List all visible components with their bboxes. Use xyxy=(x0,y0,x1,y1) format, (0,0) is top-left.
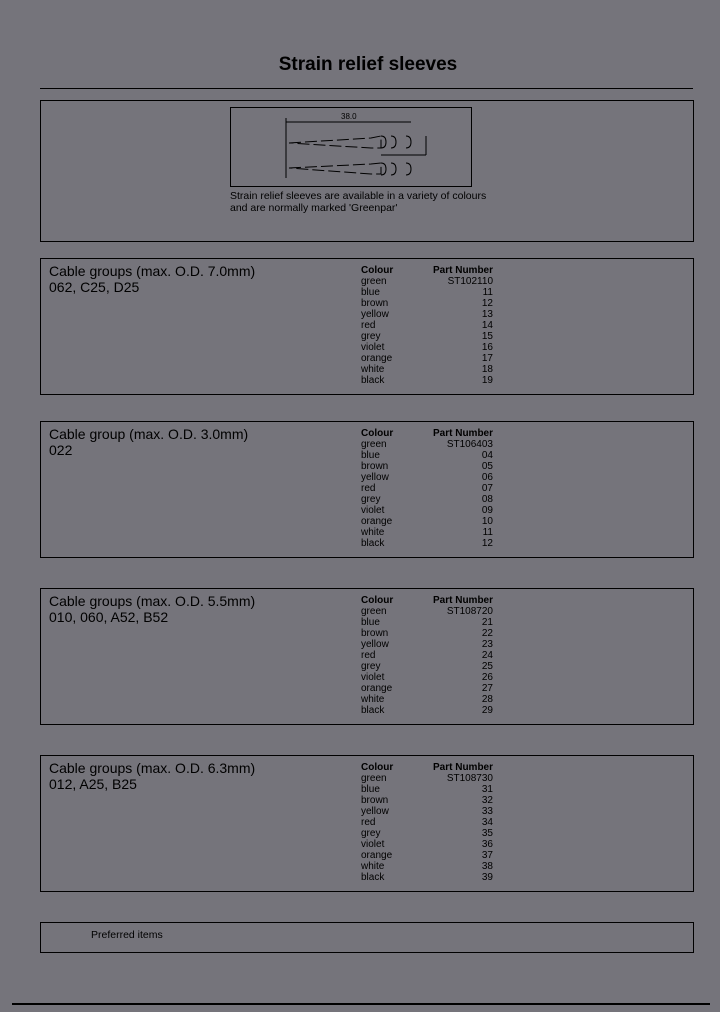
colour-cell: yellow xyxy=(361,472,389,483)
table-row xyxy=(361,606,493,617)
table-row xyxy=(361,483,493,494)
table-row xyxy=(361,298,493,309)
part-number-cell: 38 xyxy=(481,861,493,872)
table-row xyxy=(361,494,493,505)
sleeve-drawing xyxy=(230,107,472,187)
dimension-label: 38.0 xyxy=(341,112,357,121)
table-row xyxy=(361,505,493,516)
intro-caption xyxy=(230,190,530,214)
bottom-rule xyxy=(12,1003,710,1005)
table-row xyxy=(361,516,493,527)
table-row xyxy=(361,450,493,461)
colour-cell: blue xyxy=(361,450,380,461)
part-number-cell: 27 xyxy=(481,683,493,694)
part-number-cell: 29 xyxy=(481,705,493,716)
colour-cell: black xyxy=(361,375,385,386)
colour-cell: yellow xyxy=(361,806,389,817)
cable-group-codes: 012, A25, B25 xyxy=(49,776,137,792)
colour-cell: violet xyxy=(361,672,385,683)
cable-group-box xyxy=(40,258,694,395)
table-row xyxy=(361,364,493,375)
part-number-cell: 04 xyxy=(481,450,493,461)
part-number-cell: ST106403 xyxy=(446,439,493,450)
part-number-cell: 15 xyxy=(481,331,493,342)
part-number-header: Part Number xyxy=(432,595,493,606)
table-header xyxy=(361,595,493,606)
table-row xyxy=(361,342,493,353)
part-number-header: Part Number xyxy=(432,428,493,439)
part-number-cell: ST108720 xyxy=(446,606,493,617)
colour-cell: brown xyxy=(361,298,389,309)
table-row xyxy=(361,375,493,386)
part-number-table xyxy=(361,428,493,549)
strain-relief-sleeve-diagram xyxy=(231,108,471,186)
cable-group-title: Cable groups (max. O.D. 7.0mm) xyxy=(49,263,256,279)
colour-cell: red xyxy=(361,817,376,828)
part-number-cell: 11 xyxy=(482,287,493,298)
preferred-items-note: Preferred items xyxy=(91,929,163,941)
colour-cell: green xyxy=(361,773,387,784)
part-number-header: Part Number xyxy=(432,265,493,276)
colour-cell: black xyxy=(361,538,385,549)
colour-cell: orange xyxy=(361,353,393,364)
table-row xyxy=(361,276,493,287)
part-number-cell: 12 xyxy=(481,298,493,309)
cable-group-title: Cable groups (max. O.D. 5.5mm) xyxy=(49,593,256,609)
table-row xyxy=(361,784,493,795)
part-number-cell: 22 xyxy=(481,628,493,639)
colour-cell: white xyxy=(361,694,385,705)
colour-cell: brown xyxy=(361,461,389,472)
part-number-cell: 13 xyxy=(481,309,493,320)
colour-header: Colour xyxy=(361,595,394,606)
cable-group-heading xyxy=(49,426,248,458)
part-number-cell: 21 xyxy=(481,617,493,628)
colour-cell: black xyxy=(361,705,385,716)
table-row xyxy=(361,850,493,861)
part-number-cell: 05 xyxy=(481,461,493,472)
table-row xyxy=(361,538,493,549)
part-number-header: Part Number xyxy=(432,762,493,773)
part-number-cell: 32 xyxy=(481,795,493,806)
colour-cell: violet xyxy=(361,342,385,353)
colour-header: Colour xyxy=(361,265,394,276)
part-number-cell: 36 xyxy=(481,839,493,850)
part-number-cell: 35 xyxy=(481,828,493,839)
part-number-cell: 10 xyxy=(481,516,493,527)
table-row xyxy=(361,705,493,716)
colour-cell: violet xyxy=(361,839,385,850)
colour-cell: orange xyxy=(361,516,393,527)
colour-cell: white xyxy=(361,364,385,375)
colour-cell: violet xyxy=(361,505,385,516)
page-title: Strain relief sleeves xyxy=(278,54,458,75)
cable-group-box xyxy=(40,755,694,892)
part-number-cell: 28 xyxy=(481,694,493,705)
colour-cell: grey xyxy=(361,828,381,839)
table-row xyxy=(361,795,493,806)
part-number-cell: 06 xyxy=(481,472,493,483)
colour-cell: blue xyxy=(361,784,380,795)
part-number-cell: 14 xyxy=(481,320,493,331)
colour-cell: orange xyxy=(361,850,393,861)
part-number-cell: 11 xyxy=(482,527,493,538)
table-row xyxy=(361,817,493,828)
table-row xyxy=(361,472,493,483)
title-rule xyxy=(40,88,693,89)
table-row xyxy=(361,650,493,661)
colour-cell: red xyxy=(361,650,376,661)
colour-cell: blue xyxy=(361,287,380,298)
cable-group-heading xyxy=(49,760,255,792)
part-number-cell: 31 xyxy=(481,784,493,795)
colour-cell: blue xyxy=(361,617,380,628)
cable-group-box xyxy=(40,588,694,725)
table-row xyxy=(361,287,493,298)
part-number-cell: 09 xyxy=(481,505,493,516)
colour-cell: green xyxy=(361,276,387,287)
colour-cell: red xyxy=(361,483,376,494)
table-row xyxy=(361,320,493,331)
table-row xyxy=(361,661,493,672)
table-row xyxy=(361,617,493,628)
part-number-cell: 25 xyxy=(481,661,493,672)
part-number-cell: 37 xyxy=(481,850,493,861)
table-row xyxy=(361,773,493,784)
colour-cell: black xyxy=(361,872,385,883)
cable-group-box xyxy=(40,421,694,558)
caption-line: Strain relief sleeves are available in a variety of colours xyxy=(230,190,487,202)
cable-group-codes: 010, 060, A52, B52 xyxy=(49,609,169,625)
table-row xyxy=(361,839,493,850)
table-row xyxy=(361,439,493,450)
part-number-cell: ST102110 xyxy=(447,276,493,287)
part-number-table xyxy=(361,595,493,716)
colour-cell: red xyxy=(361,320,376,331)
part-number-table xyxy=(361,762,493,883)
table-row xyxy=(361,309,493,320)
cable-group-heading xyxy=(49,593,255,625)
table-header xyxy=(361,428,493,439)
table-row xyxy=(361,461,493,472)
table-row xyxy=(361,353,493,364)
part-number-cell: 26 xyxy=(481,672,493,683)
table-row xyxy=(361,828,493,839)
part-number-cell: 16 xyxy=(481,342,493,353)
cable-group-title: Cable group (max. O.D. 3.0mm) xyxy=(49,426,249,442)
cable-group-title: Cable groups (max. O.D. 6.3mm) xyxy=(49,760,256,776)
part-number-cell: 34 xyxy=(481,817,493,828)
table-row xyxy=(361,872,493,883)
table-row xyxy=(361,639,493,650)
legend-box xyxy=(40,922,694,953)
colour-cell: white xyxy=(361,861,385,872)
colour-cell: yellow xyxy=(361,639,389,650)
cable-group-codes: 022 xyxy=(49,442,73,458)
part-number-table xyxy=(361,265,493,386)
table-row xyxy=(361,672,493,683)
colour-cell: orange xyxy=(361,683,393,694)
colour-cell: grey xyxy=(361,661,381,672)
table-header xyxy=(361,265,493,276)
part-number-cell: 33 xyxy=(481,806,493,817)
table-row xyxy=(361,331,493,342)
caption-line: and are normally marked 'Greenpar' xyxy=(230,202,398,214)
part-number-cell: 23 xyxy=(481,639,493,650)
colour-cell: green xyxy=(361,606,387,617)
colour-cell: white xyxy=(361,527,385,538)
part-number-cell: 17 xyxy=(481,353,493,364)
colour-cell: brown xyxy=(361,628,389,639)
colour-header: Colour xyxy=(361,762,394,773)
table-row xyxy=(361,527,493,538)
part-number-cell: 39 xyxy=(481,872,493,883)
part-number-cell: 07 xyxy=(481,483,493,494)
colour-cell: grey xyxy=(361,494,381,505)
part-number-cell: 19 xyxy=(481,375,493,386)
table-row xyxy=(361,806,493,817)
table-row xyxy=(361,683,493,694)
colour-cell: grey xyxy=(361,331,381,342)
table-row xyxy=(361,861,493,872)
part-number-cell: ST108730 xyxy=(446,773,493,784)
table-row xyxy=(361,628,493,639)
part-number-cell: 24 xyxy=(481,650,493,661)
cable-group-heading xyxy=(49,263,255,295)
colour-cell: green xyxy=(361,439,387,450)
part-number-cell: 08 xyxy=(481,494,493,505)
part-number-cell: 12 xyxy=(481,538,493,549)
colour-cell: brown xyxy=(361,795,389,806)
colour-cell: yellow xyxy=(361,309,389,320)
table-row xyxy=(361,694,493,705)
colour-header: Colour xyxy=(361,428,394,439)
part-number-cell: 18 xyxy=(481,364,493,375)
cable-group-codes: 062, C25, D25 xyxy=(49,279,140,295)
table-header xyxy=(361,762,493,773)
